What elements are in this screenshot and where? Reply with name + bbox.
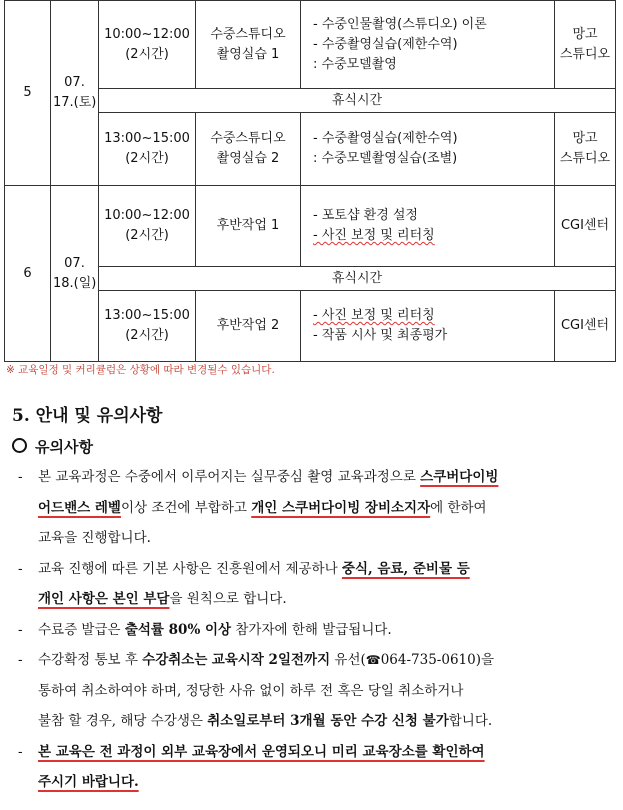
venue-cell: CGI센터: [555, 186, 616, 267]
schedule-change-note: ※ 교육일정 및 커리큘럼은 상황에 따라 변경될수 있습니다.: [6, 364, 275, 376]
session-content: - 포토샵 환경 설정 - 사진 보정 및 리터칭: [301, 186, 555, 267]
date-cell: 07. 17.(토): [51, 1, 99, 186]
session-title: 수중스튜디오 촬영실습 1: [196, 1, 301, 89]
session-title: 후반작업 1: [196, 186, 301, 267]
session-title: 수중스튜디오 촬영실습 2: [196, 113, 301, 186]
section-title: 5. 안내 및 유의사항: [12, 406, 163, 426]
venue-cell: CGI센터: [555, 291, 616, 362]
list-item: - 본 교육과정은 수중에서 이루어지는 실무중심 촬영 교육과정으로 스쿠버다이빙 어드밴스 레벨이상 조건에 부합하고 개인 스쿠버다이빙 장비소지자에 한하여 교육을 진행합니다.: [18, 469, 499, 546]
day-number: 6: [5, 186, 51, 362]
notice-list: [18, 462, 613, 798]
session-content: - 수중촬영실습(제한수역) : 수중모델촬영실습(조별): [301, 113, 555, 186]
time-cell: 10:00~12:00 (2시간): [99, 1, 196, 89]
break-row: 휴식시간: [99, 89, 616, 113]
break-row: 휴식시간: [99, 267, 616, 291]
subsection-title: 유의사항: [12, 436, 93, 457]
phone-icon: ☎: [365, 653, 381, 667]
list-item: - 수료증 발급은 출석률 80% 이상 참가자에 한해 발급됩니다.: [18, 621, 392, 638]
circle-bullet-icon: [12, 438, 27, 453]
day-number: 5: [5, 1, 51, 186]
list-item: - 본 교육은 전 과정이 외부 교육장에서 운영되오니 미리 교육장소를 확인하여 주시기 바랍니다.: [18, 743, 485, 790]
list-item: - 수강확정 통보 후 수강취소는 교육시작 2일전까지 유선(☎064-735-0610)을 통하여 취소하여야 하며, 정당한 사유 없이 하루 전 혹은 당일 취소하거나 불참 할 경우, 해당 수강생은 취소일로부터 3개월 동안 수강 신청 불가합니다.: [18, 652, 495, 729]
venue-cell: 망고 스튜디오: [555, 1, 616, 89]
time-cell: 13:00~15:00 (2시간): [99, 113, 196, 186]
schedule-table: [4, 0, 616, 362]
time-cell: 10:00~12:00 (2시간): [99, 186, 196, 267]
table-row: [5, 1, 616, 89]
phone-number: 064-735-0610: [380, 652, 476, 668]
session-content: - 수중인물촬영(스튜디오) 이론 - 수중촬영실습(제한수역) : 수중모델촬영: [301, 1, 555, 89]
time-cell: 13:00~15:00 (2시간): [99, 291, 196, 362]
table-row: [5, 186, 616, 267]
venue-cell: 망고 스튜디오: [555, 113, 616, 186]
list-item: - 교육 진행에 따른 기본 사항은 진흥원에서 제공하나 중식, 음료, 준비물 등 개인 사항은 본인 부담을 원칙으로 합니다.: [18, 560, 470, 607]
session-title: 후반작업 2: [196, 291, 301, 362]
session-content: - 사진 보정 및 리터칭 - 작품 시사 및 최종평가: [301, 291, 555, 362]
date-cell: 07. 18.(일): [51, 186, 99, 362]
